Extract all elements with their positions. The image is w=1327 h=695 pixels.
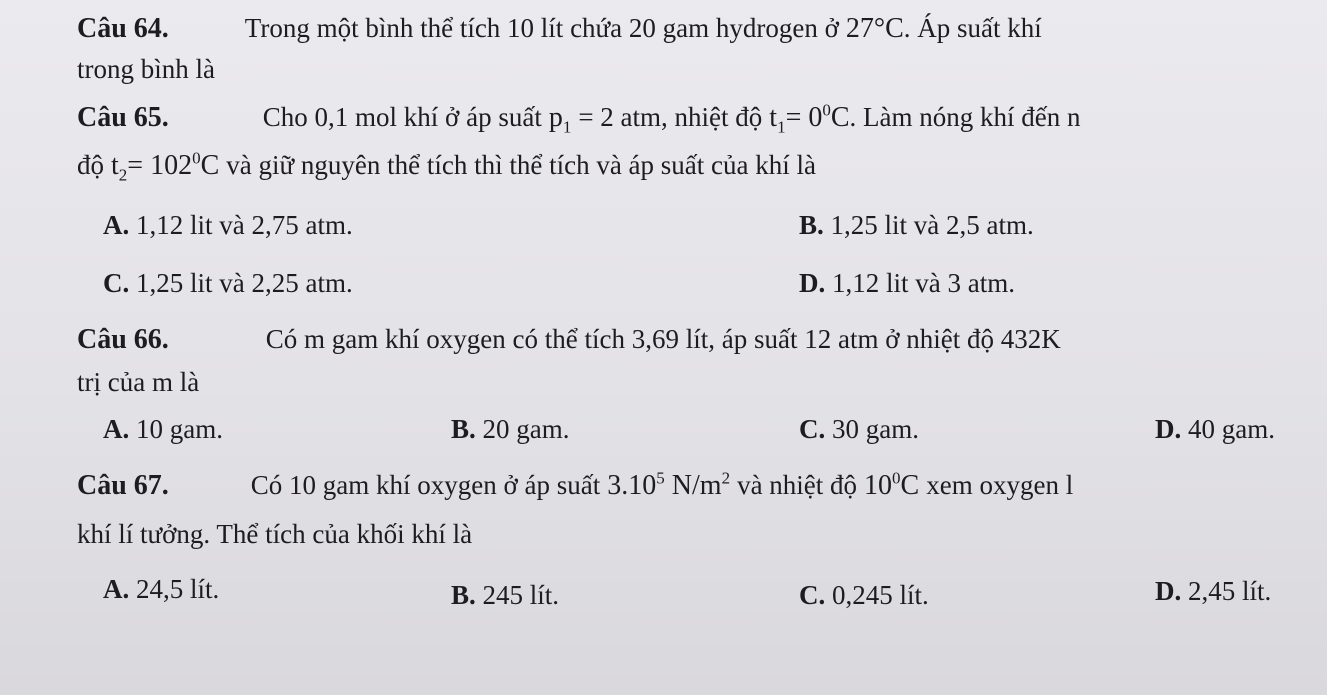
pressure-value: 3.10$^5$ $N/m^2$ [607, 468, 731, 501]
option-d[interactable]: D. 2,45 lít. [1155, 576, 1272, 606]
question-text: Cho 0,1 mol khí ở áp suất [262, 102, 542, 132]
option-d[interactable]: D. 40 gam. [1155, 414, 1275, 444]
question-67-line-2 [77, 518, 472, 551]
question-number: Câu 67. [77, 470, 169, 501]
question-text: độ [77, 150, 104, 180]
option-b[interactable]: B. 245 lít. [451, 580, 560, 610]
pressure-symbol: $p_1$ [548, 102, 572, 137]
option-a[interactable]: A. 10 gam. [103, 414, 223, 444]
option-c[interactable]: C. 30 gam. [799, 414, 919, 444]
question-number: Câu 64. [77, 13, 169, 44]
temperature-symbol: $t_2$ [111, 150, 128, 185]
question-67-line-1 [77, 469, 1073, 502]
option-b[interactable]: B. 1,25 lit và 2,5 atm. [799, 210, 1034, 240]
question-text: Có m gam khí oxygen có thể tích 3,69 lít, áp suất 12 atm ở nhiệt độ 432K [265, 324, 1061, 354]
question-text: . Áp suất khí [903, 13, 1042, 43]
question-64-line-2 [77, 53, 215, 86]
question-text: khí lí tưởng. Thể tích của khối khí là [77, 519, 473, 549]
option-a[interactable]: A. 1,12 lit và 2,75 atm. [103, 210, 353, 240]
option-c[interactable]: C. 1,25 lit và 2,25 atm. [103, 268, 353, 298]
temperature-value: $10^0C$ [864, 468, 920, 501]
temperature-value: = $0^0C$ [785, 100, 850, 133]
temperature-value: 27°C [845, 13, 904, 44]
option-b[interactable]: B. 20 gam. [451, 414, 570, 444]
temperature-value: = $102^0C$ [127, 148, 220, 181]
option-d[interactable]: D. 1,12 lit và 3 atm. [799, 268, 1015, 298]
question-text: và giữ nguyên thể tích thì thể tích và áp suất của khí là [226, 150, 816, 180]
question-64-line-1 [77, 12, 1042, 45]
question-text: Trong một bình thể tích 10 lít chứa 20 gam hydrogen ở [244, 13, 839, 43]
question-text: . Làm nóng khí đến n [849, 102, 1081, 132]
question-text: trị của m là [77, 367, 200, 397]
question-65-line-2 [77, 148, 816, 185]
question-text: Có 10 gam khí oxygen ở áp suất [250, 470, 601, 500]
question-66-line-2 [77, 366, 199, 399]
question-number: Câu 65. [77, 102, 169, 133]
temperature-symbol: $t_1$ [769, 102, 786, 137]
option-c[interactable]: C. 0,245 lít. [799, 580, 929, 610]
question-number: Câu 66. [77, 324, 169, 355]
question-text: xem oxygen l [926, 470, 1074, 500]
question-text: và nhiệt độ [737, 470, 858, 500]
question-65-line-1 [77, 100, 1081, 137]
option-a[interactable]: A. 24,5 lít. [103, 574, 220, 604]
pressure-value: = 2 atm, nhiệt độ [578, 102, 763, 132]
question-text: trong bình là [77, 54, 215, 84]
question-66-line-1 [77, 323, 1061, 356]
